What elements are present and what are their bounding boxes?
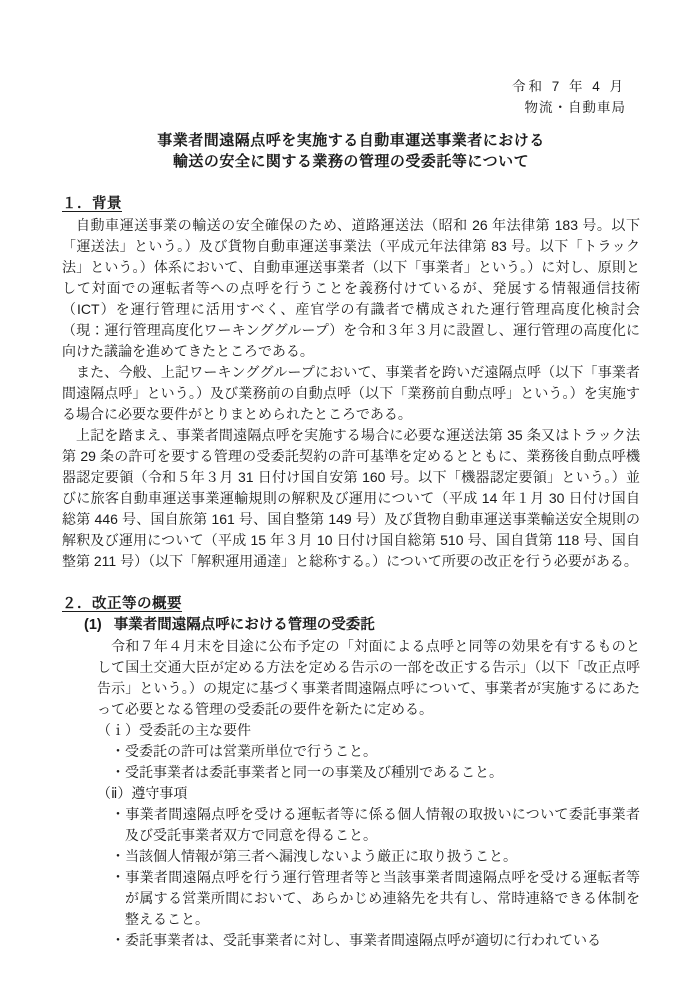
section-overview-heading: ２．改正等の概要 (62, 596, 182, 612)
bullet-item: ・当該個人情報が第三者へ漏洩しないよう厳正に取り扱うこと。 (111, 848, 517, 864)
section-overview (62, 594, 640, 951)
requirements-bullet-list (111, 741, 640, 783)
document-date: 令和 7 年 4 月 (511, 79, 626, 94)
document-department: 物流・自動車局 (524, 100, 626, 115)
compliance-bullet-list (111, 804, 640, 951)
background-paragraph-3: 上記を踏まえ、事業者間遠隔点呼を実施する場合に必要な運送法第 35 条又はトラック法第 29 条の許可を要する管理の受委託契約の許可基準を定めるとともに、業務後自動点呼機器認定要領（令和５年３月 31 日付け国自安第 160 号。以下「機器認定要領」という。）並びに旅客自動車運送事業運輸規則の解釈及び運用について（平成 14 年１月 30 日付け国自総第 446 号、国自旅第 161 号、国自整第 149 号）及び貨物自動車運送事業輸送安全規則の解釈及び運用について（平成 15 年３月 10 日付け国自総第 510 号、国自貨第 118 号、国自整第 211 号）（以下「解釈運用通達」と総称する。）について所要の改正を行う必要がある。 (62, 427, 640, 569)
subsection-1-marker: (1) (84, 617, 102, 633)
document-title (62, 130, 640, 172)
bullet-item: ・事業者間遠隔点呼を行う運行管理者等と当該事業者間遠隔点呼を受ける運転者等が属する営業所間において、あらかじめ連絡先を共有し、常時連絡できる体制を整えること。 (111, 869, 640, 927)
bullet-item: ・委託事業者は、受託事業者に対し、事業者間遠隔点呼が適切に行われている (111, 932, 601, 948)
subsection-1-paragraph: 令和７年４月末を目途に公布予定の「対面による点呼と同等の効果を有するものとして国土交通大臣が定める方法を定める告示の一部を改正する告示」（以下「改正点呼告示」という。）の規定に基づく事業者間遠隔点呼について、事業者が実施するにあたって必要となる管理の受委託の要件を新たに定める。 (97, 638, 640, 717)
bullet-item: ・受委託の許可は営業所単位で行うこと。 (111, 743, 377, 759)
document-header (62, 76, 626, 118)
subsection-1-heading-text: 事業者間遠隔点呼における管理の受委託 (113, 617, 375, 633)
compliance-group-label: （ⅱ）遵守事項 (97, 785, 188, 801)
bullet-item: ・事業者間遠隔点呼を受ける運転者等に係る個人情報の取扱いについて委託事業者及び受託事業者双方で同意を得ること。 (111, 806, 640, 843)
section-background-heading: １．背景 (62, 196, 122, 212)
document-title-line1: 事業者間遠隔点呼を実施する自動車運送事業者における (157, 132, 545, 149)
background-paragraph-1: 自動車運送事業の輸送の安全確保のため、道路運送法（昭和 26 年法律第 183 号。以下「運送法」という。）及び貨物自動車運送事業法（平成元年法律第 83 号。以下「トラック法」という。）体系において、自動車運送事業者（以下「事業者」という。）に対し、原則として対面での運転者等への点呼を行うことを義務付けているが、発展する情報通信技術（ICT）を運行管理に活用すべく、産官学の有識者で構成された運行管理高度化検討会（現：運行管理高度化ワーキンググループ）を令和３年３月に設置し、運行管理の高度化に向けた議論を進めてきたところである。 (62, 217, 640, 359)
document-title-line2: 輸送の安全に関する業務の管理の受委託等について (172, 153, 530, 170)
bullet-item: ・受託事業者は委託事業者と同一の事業及び種別であること。 (111, 764, 503, 780)
background-paragraph-2: また、今般、上記ワーキンググループにおいて、事業者を跨いだ遠隔点呼（以下「事業者間遠隔点呼」という。）及び業務前の自動点呼（以下「業務前自動点呼」という。）を実施する場合に必要な要件がとりまとめられたところである。 (62, 364, 640, 422)
subsection-1-heading (84, 615, 640, 636)
requirements-group-label: （ｉ）受委託の主な要件 (97, 722, 251, 738)
section-background (62, 194, 640, 572)
